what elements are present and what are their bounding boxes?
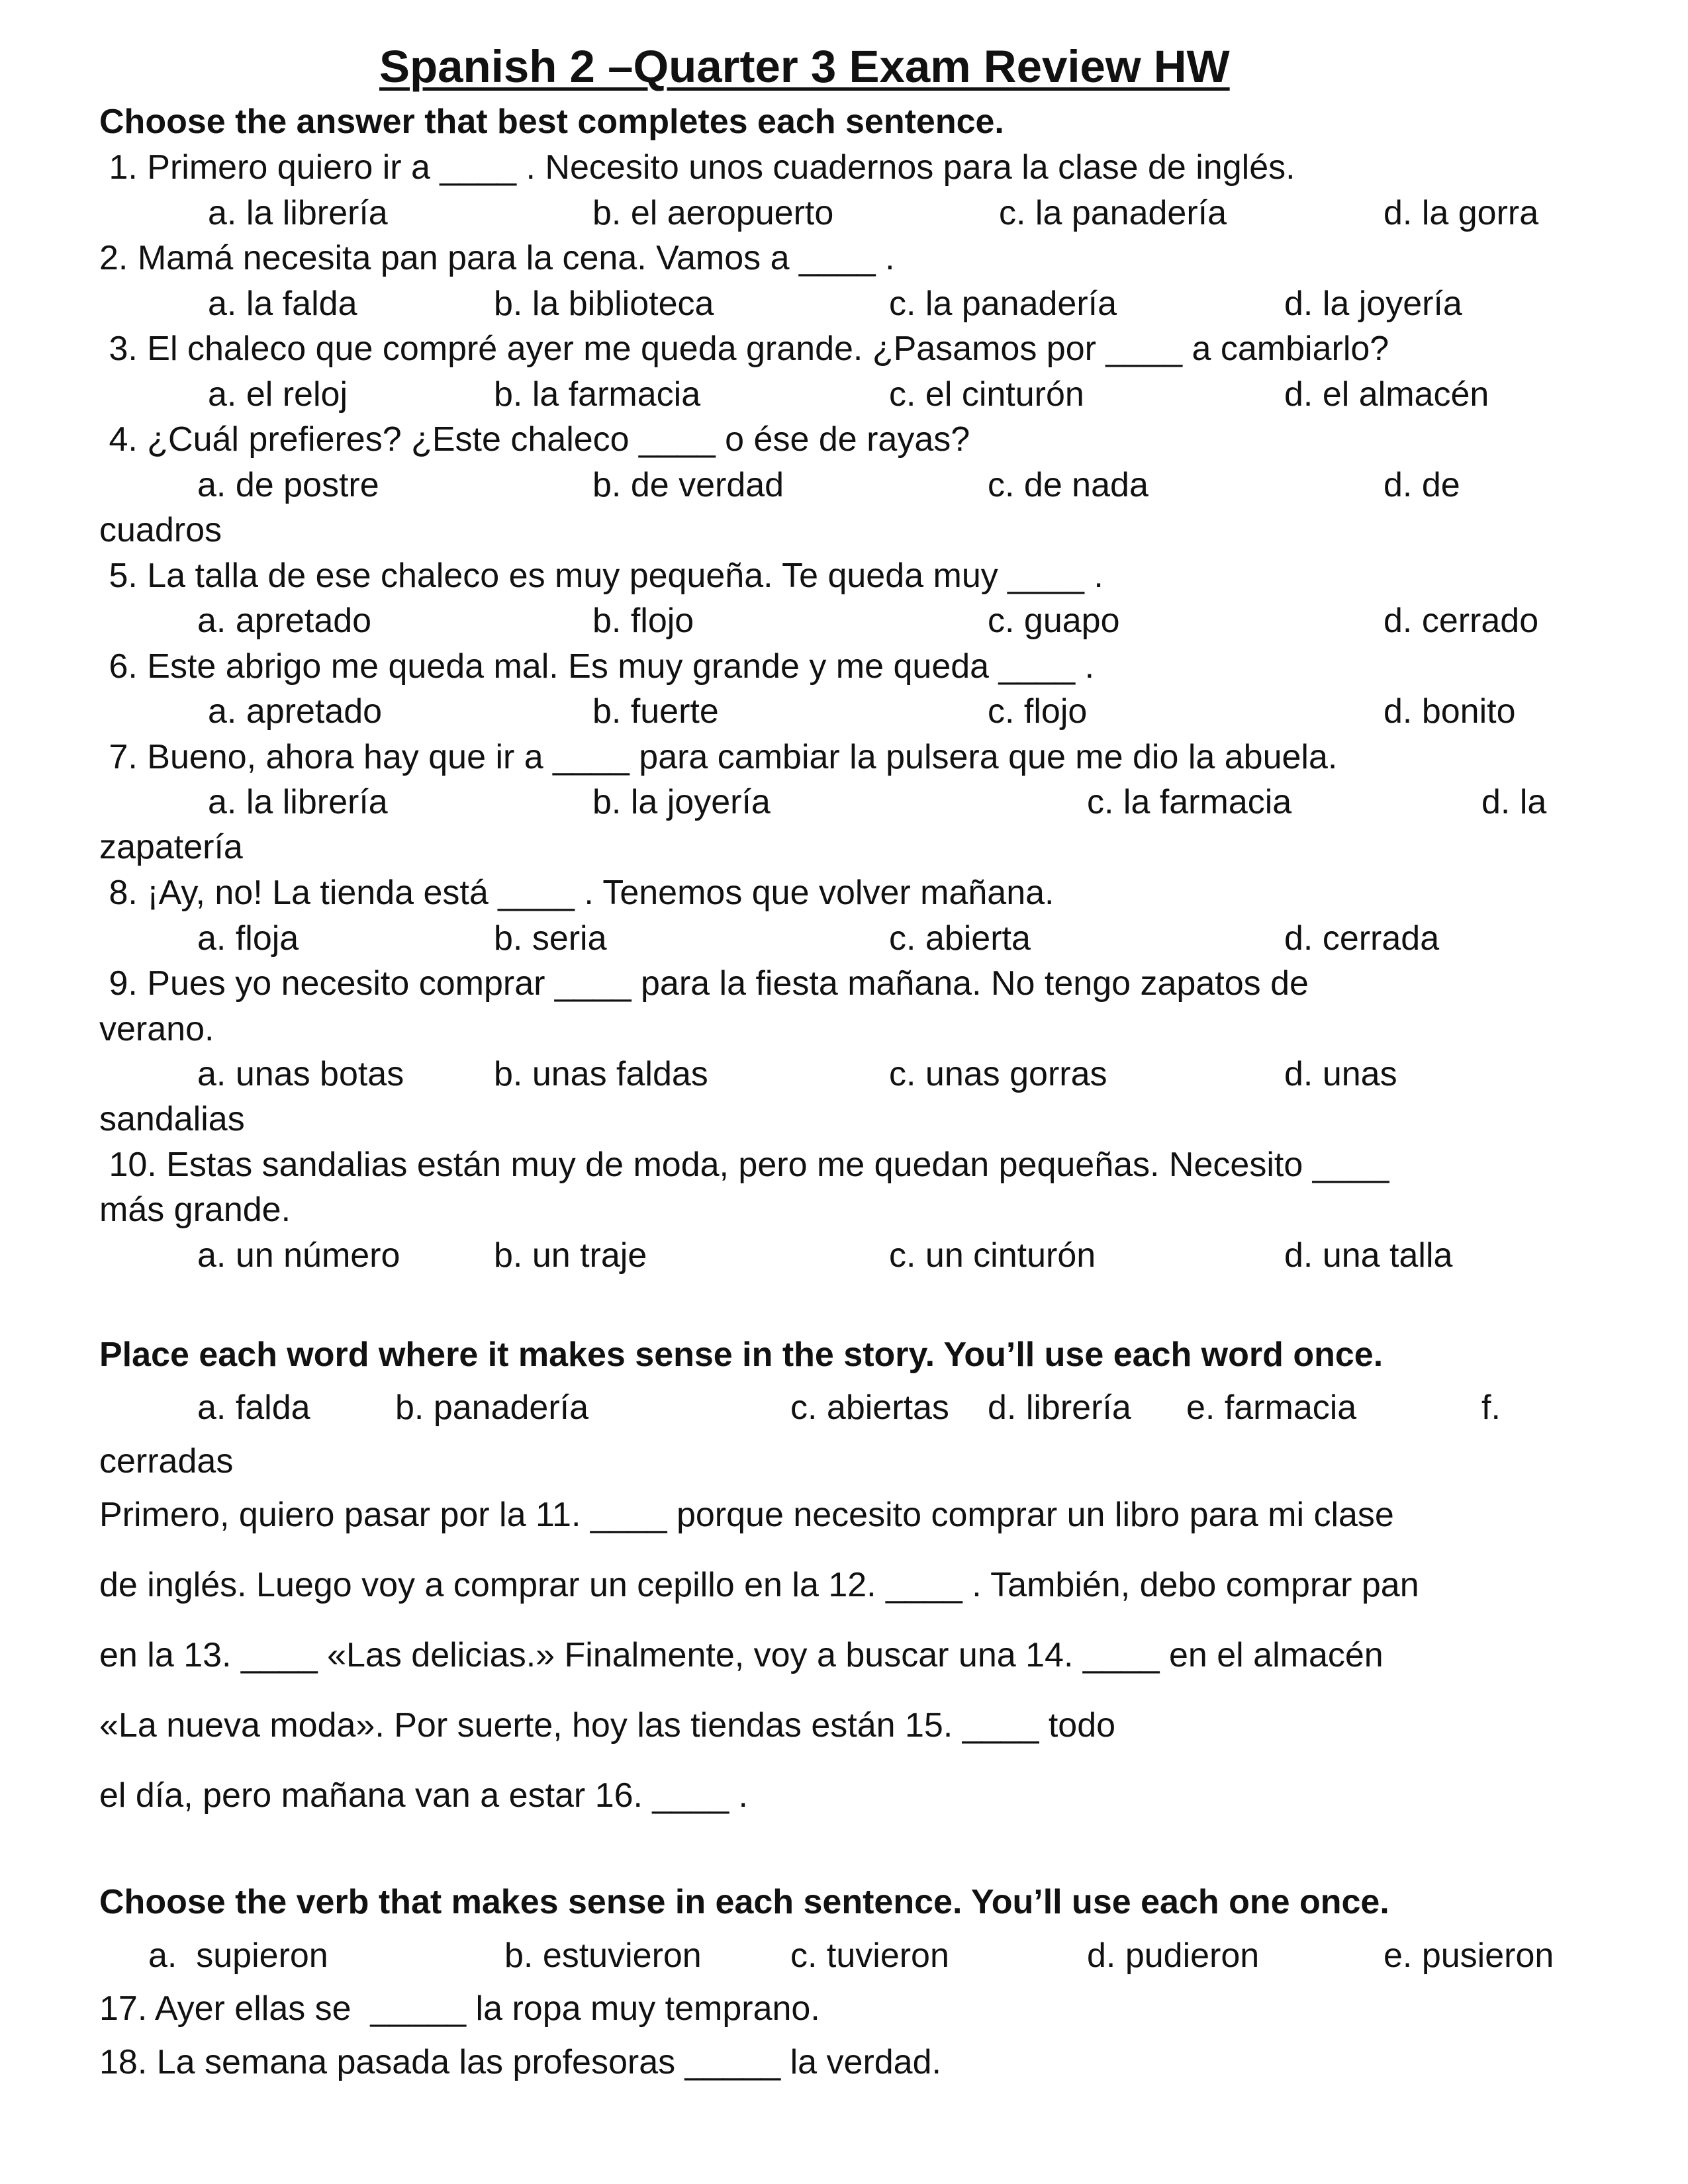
q9-option-d: d. unas [1284,1055,1397,1093]
verb-bank-d: d. pudieron [1087,1936,1260,1975]
q10-option-c: c. un cinturón [889,1236,1096,1275]
question-3: 3. El chaleco que compré ayer me queda grande. ¿Pasamos por ____ a cambiarlo? [99,330,1389,368]
q8-option-c: c. abierta [889,919,1031,958]
q8-option-d: d. cerrada [1284,919,1440,958]
question-5: 5. La talla de ese chaleco es muy pequeña. Te queda muy ____ . [99,557,1103,595]
q5-option-b: b. flojo [592,602,694,640]
sentence-18: 18. La semana pasada las profesoras _____ la verdad. [99,2043,941,2081]
q6-option-d: d. bonito [1383,692,1516,731]
q5-option-c: c. guapo [988,602,1120,640]
story-line-2: de inglés. Luego voy a comprar un cepillo en la 12. ____ . También, debo comprar pan [99,1566,1419,1604]
q9-option-c: c. unas gorras [889,1055,1107,1093]
question-1: 1. Primero quiero ir a ____ . Necesito unos cuadernos para la clase de inglés. [99,148,1295,187]
section1-instruction: Choose the answer that best completes each sentence. [99,103,1004,141]
verb-bank-a: a. supieron [148,1936,328,1975]
q1-option-a: a. la librería [208,194,388,232]
q7-option-a: a. la librería [208,783,388,821]
word-bank-a: a. falda [197,1388,310,1427]
question-7: 7. Bueno, ahora hay que ir a ____ para cambiar la pulsera que me dio la abuela. [99,738,1338,776]
q3-option-b: b. la farmacia [494,375,701,414]
q10-option-a: a. un número [197,1236,400,1275]
q4-option-a: a. de postre [197,466,379,504]
story-line-1: Primero, quiero pasar por la 11. ____ porque necesito comprar un libro para mi clase [99,1496,1394,1534]
verb-bank-b: b. estuvieron [504,1936,702,1975]
q7-option-d: d. la [1481,783,1547,821]
q1-option-b: b. el aeropuerto [592,194,834,232]
q2-option-b: b. la biblioteca [494,285,714,323]
q6-option-a: a. apretado [208,692,383,731]
question-10-continued: más grande. [99,1191,291,1229]
question-4: 4. ¿Cuál prefieres? ¿Este chaleco ____ o ése de rayas? [99,420,970,459]
q7-option-c: c. la farmacia [1087,783,1292,821]
q7-option-b: b. la joyería [592,783,771,821]
word-bank-d: d. librería [988,1388,1131,1427]
q7-option-d-wrap: zapatería [99,828,243,866]
section2-instruction: Place each word where it makes sense in the story. You’ll use each word once. [99,1336,1383,1374]
q1-option-c: c. la panadería [999,194,1227,232]
q10-option-d: d. una talla [1284,1236,1453,1275]
q6-option-c: c. flojo [988,692,1088,731]
q5-option-d: d. cerrado [1383,602,1539,640]
q8-option-b: b. seria [494,919,607,958]
q4-option-b: b. de verdad [592,466,784,504]
q1-option-d: d. la gorra [1383,194,1539,232]
verb-bank-e: e. pusieron [1383,1936,1554,1975]
story-line-4: «La nueva moda». Por suerte, hoy las tiendas están 15. ____ todo [99,1706,1116,1745]
story-line-3: en la 13. ____ «Las delicias.» Finalmente, voy a buscar una 14. ____ en el almacén [99,1636,1383,1674]
question-8: 8. ¡Ay, no! La tienda está ____ . Tenemos que volver mañana. [99,874,1055,912]
q8-option-a: a. floja [197,919,299,958]
question-9: 9. Pues yo necesito comprar ____ para la fiesta mañana. No tengo zapatos de [99,964,1309,1003]
q4-option-d: d. de [1383,466,1460,504]
q4-option-c: c. de nada [988,466,1149,504]
q2-option-c: c. la panadería [889,285,1117,323]
q2-option-a: a. la falda [208,285,357,323]
word-bank-f: f. [1481,1388,1501,1427]
q2-option-d: d. la joyería [1284,285,1462,323]
q4-option-d-wrap: cuadros [99,511,222,549]
question-9-continued: verano. [99,1010,214,1048]
story-line-5: el día, pero mañana van a estar 16. ____ . [99,1776,749,1815]
page-title: Spanish 2 –Quarter 3 Exam Review HW [379,41,1230,92]
section3-instruction: Choose the verb that makes sense in each sentence. You’ll use each one once. [99,1883,1389,1921]
verb-bank-c: c. tuvieron [790,1936,949,1975]
q6-option-b: b. fuerte [592,692,719,731]
word-bank-e: e. farmacia [1186,1388,1357,1427]
q9-option-b: b. unas faldas [494,1055,708,1093]
q10-option-b: b. un traje [494,1236,647,1275]
q9-option-d-wrap: sandalias [99,1100,245,1138]
sentence-17: 17. Ayer ellas se _____ la ropa muy temprano. [99,1989,820,2028]
word-bank-b: b. panadería [395,1388,589,1427]
word-bank-c: c. abiertas [790,1388,949,1427]
q3-option-a: a. el reloj [208,375,348,414]
question-10: 10. Estas sandalias están muy de moda, pero me quedan pequeñas. Necesito ____ [99,1146,1389,1184]
q5-option-a: a. apretado [197,602,372,640]
word-bank-f-wrap: cerradas [99,1442,234,1480]
q3-option-c: c. el cinturón [889,375,1084,414]
q3-option-d: d. el almacén [1284,375,1489,414]
question-6: 6. Este abrigo me queda mal. Es muy grande y me queda ____ . [99,647,1095,686]
q9-option-a: a. unas botas [197,1055,404,1093]
question-2: 2. Mamá necesita pan para la cena. Vamos a ____ . [99,239,895,277]
